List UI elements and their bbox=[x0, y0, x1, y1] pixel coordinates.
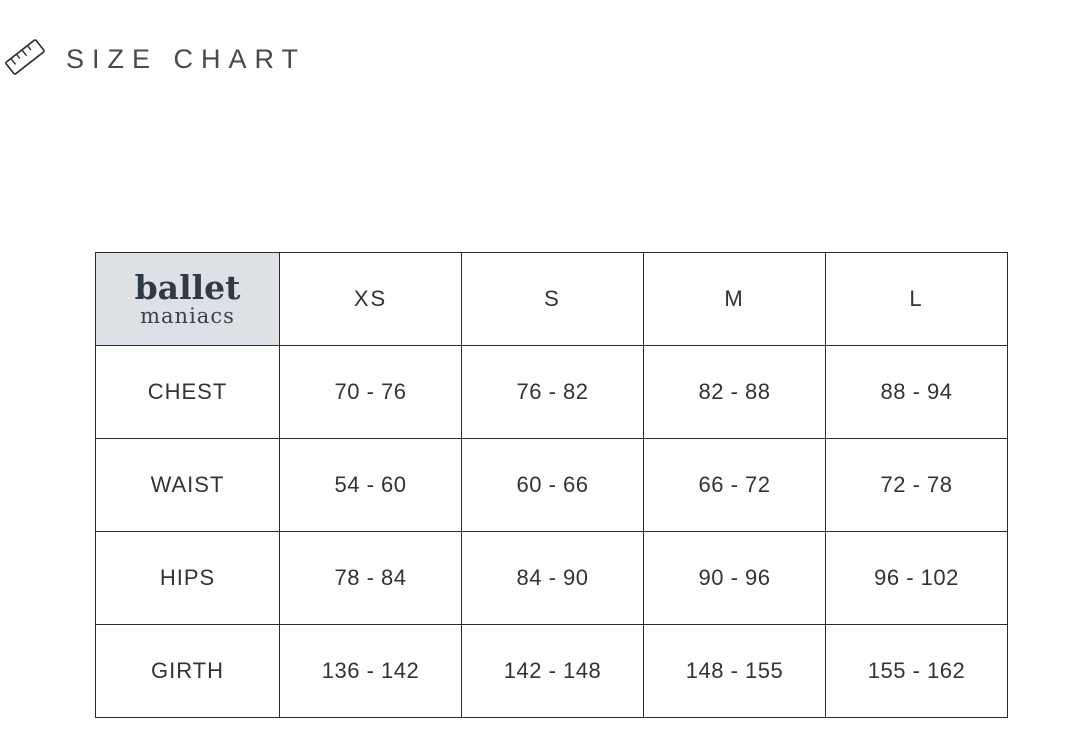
table-row bbox=[96, 439, 1008, 532]
cell-chest-l: 88 - 94 bbox=[826, 346, 1008, 439]
brand-name-line1: ballet bbox=[134, 268, 241, 307]
cell-hips-s: 84 - 90 bbox=[462, 532, 644, 625]
cell-girth-m: 148 - 155 bbox=[644, 625, 826, 718]
cell-waist-s: 60 - 66 bbox=[462, 439, 644, 532]
cell-girth-xs: 136 - 142 bbox=[280, 625, 462, 718]
row-label-chest: CHEST bbox=[96, 346, 280, 439]
page-header bbox=[0, 34, 1080, 104]
cell-chest-xs: 70 - 76 bbox=[280, 346, 462, 439]
cell-hips-m: 90 - 96 bbox=[644, 532, 826, 625]
size-chart-table-container bbox=[95, 252, 1007, 718]
column-header-s: S bbox=[462, 253, 644, 346]
row-label-waist: WAIST bbox=[96, 439, 280, 532]
ruler-icon bbox=[4, 36, 46, 78]
cell-girth-l: 155 - 162 bbox=[826, 625, 1008, 718]
brand-logo-cell bbox=[96, 253, 280, 346]
row-label-hips: HIPS bbox=[96, 532, 280, 625]
column-header-xs: XS bbox=[280, 253, 462, 346]
table-row bbox=[96, 625, 1008, 718]
cell-chest-s: 76 - 82 bbox=[462, 346, 644, 439]
column-header-m: M bbox=[644, 253, 826, 346]
cell-waist-m: 66 - 72 bbox=[644, 439, 826, 532]
table-header-row bbox=[96, 253, 1008, 346]
brand-logo bbox=[96, 268, 279, 328]
table-row bbox=[96, 532, 1008, 625]
page-title: SIZE CHART bbox=[66, 44, 307, 74]
column-header-l: L bbox=[826, 253, 1008, 346]
cell-hips-xs: 78 - 84 bbox=[280, 532, 462, 625]
cell-chest-m: 82 - 88 bbox=[644, 346, 826, 439]
cell-waist-xs: 54 - 60 bbox=[280, 439, 462, 532]
cell-hips-l: 96 - 102 bbox=[826, 532, 1008, 625]
cell-waist-l: 72 - 78 bbox=[826, 439, 1008, 532]
table-row bbox=[96, 346, 1008, 439]
row-label-girth: GIRTH bbox=[96, 625, 280, 718]
cell-girth-s: 142 - 148 bbox=[462, 625, 644, 718]
brand-name-line2: maniacs bbox=[140, 304, 235, 328]
size-chart-table bbox=[95, 252, 1008, 718]
